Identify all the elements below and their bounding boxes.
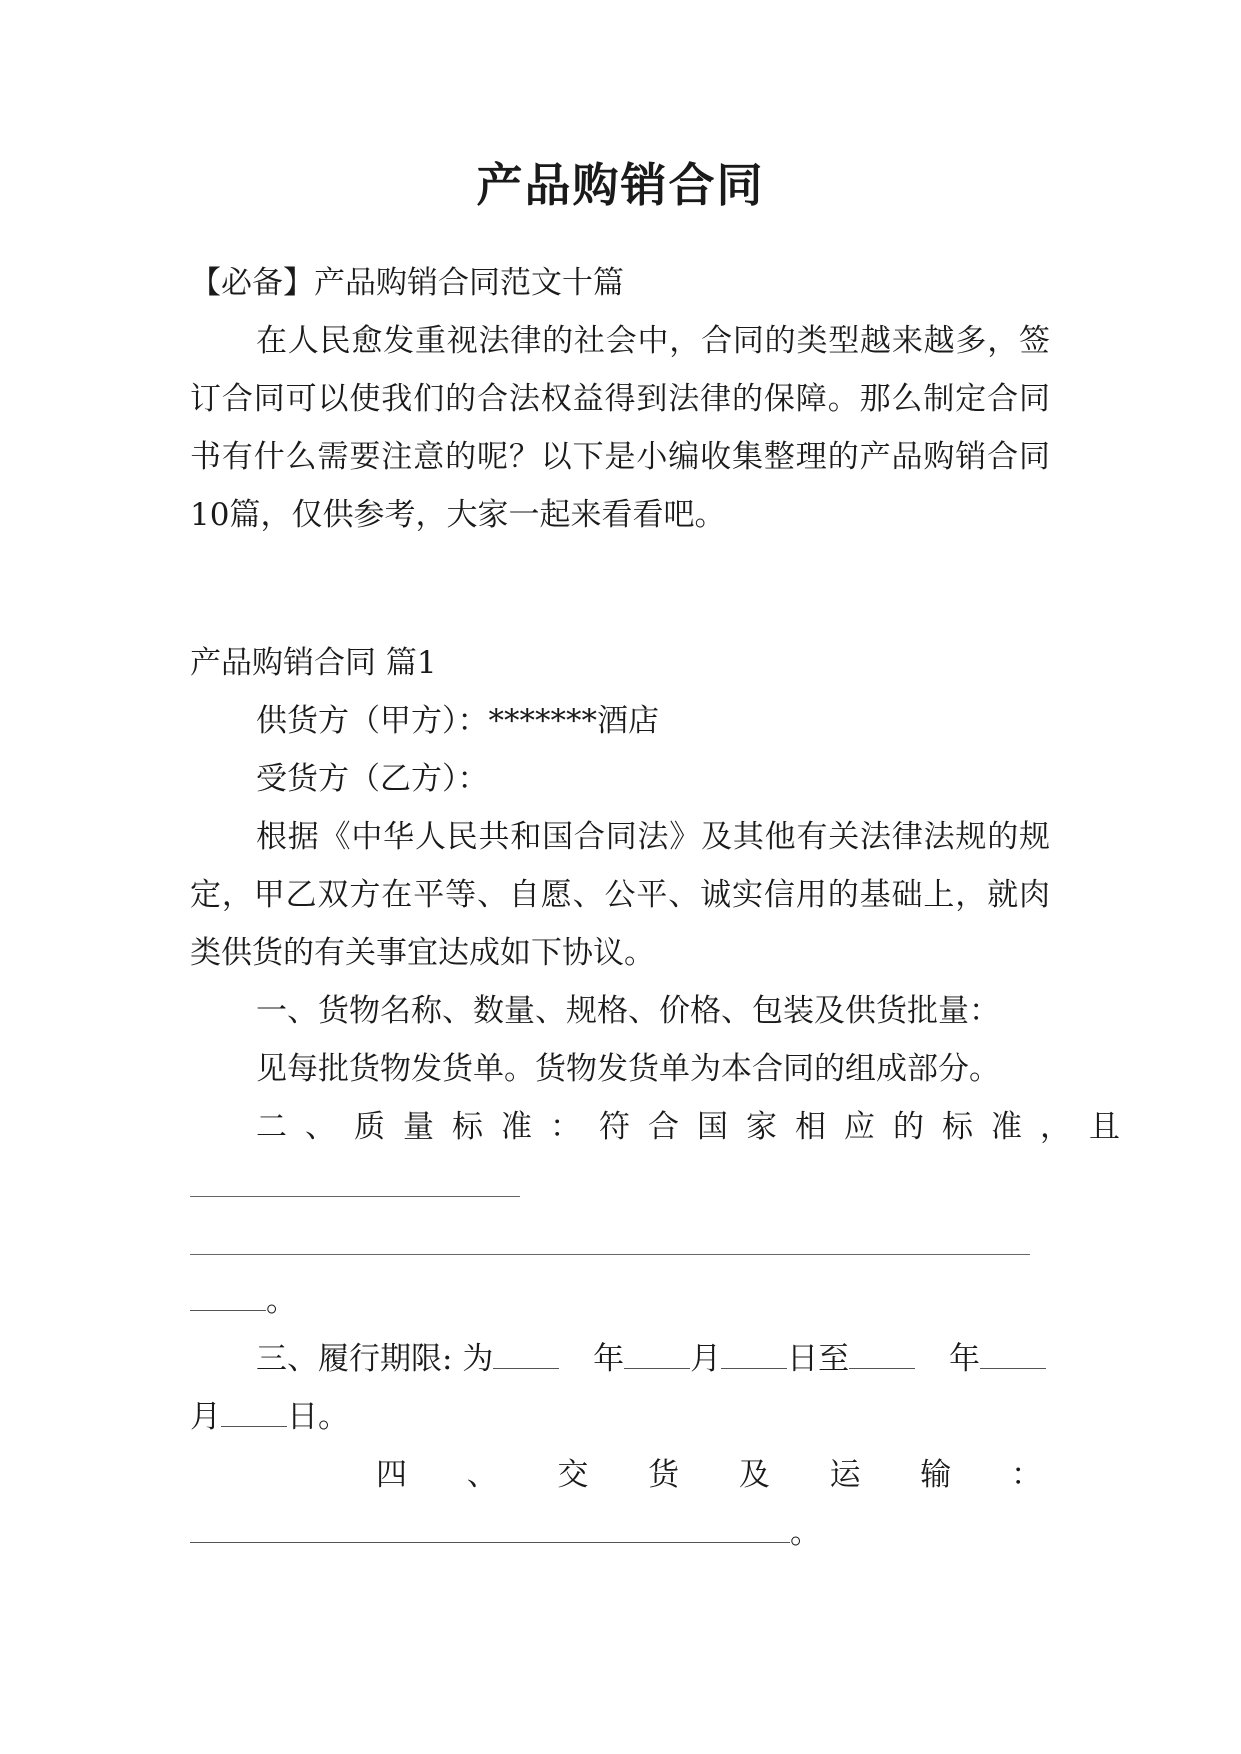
start-day-label: 日至	[787, 1341, 850, 1377]
end-month-label: 月	[190, 1399, 221, 1435]
end-day-blank	[221, 1388, 287, 1427]
clause1-body: 见每批货物发货单。货物发货单为本合同的组成部分。	[256, 1051, 1000, 1087]
clause2-title: 二、质量标准：符合国家相应的标准，且	[256, 1109, 1138, 1145]
clause2-blank-1	[190, 1196, 520, 1197]
clause4-blank	[190, 1504, 790, 1543]
document-title: 产品购销合同	[476, 158, 765, 212]
intro-paragraph: 在人民愈发重视法律的社会中，合同的类型越来越多，签订合同可以使我们的合法权益得到法律的保障。那么制定合同书有什么需要注意的呢？以下是小编收集整理的产品购销合同10篇，仅供参考，大家一起来看看吧。	[190, 323, 1050, 533]
supplier-line: 供货方（甲方）：*******酒店	[256, 703, 659, 739]
clause3-w1: 为	[462, 1341, 494, 1377]
end-day-label: 日。	[287, 1399, 349, 1435]
clause3-line-2	[190, 1388, 1050, 1446]
receiver-line: 受货方（乙方）：	[256, 761, 489, 797]
clause4-end-line	[190, 1504, 1050, 1562]
clause3-prefix: 三、履行期限:	[256, 1341, 453, 1377]
section-heading: 产品购销合同 篇1	[190, 645, 437, 681]
clause4-end: 。	[790, 1515, 821, 1551]
clause3-line	[190, 1330, 1050, 1388]
start-year-blank	[493, 1330, 559, 1369]
document-subtitle: 【必备】产品购销合同范文十篇	[190, 265, 624, 301]
start-month-label: 月	[690, 1341, 722, 1377]
end-month-pre-blank	[980, 1330, 1046, 1369]
clause2-blank-3	[190, 1272, 266, 1311]
clause4-title: 四、交货及运输：	[376, 1457, 1042, 1493]
end-year-blank	[849, 1330, 915, 1369]
clause2-end-line	[190, 1272, 1050, 1330]
end-year-label: 年	[949, 1341, 981, 1377]
clause1-title: 一、货物名称、数量、规格、价格、包装及供货批量：	[256, 993, 1000, 1029]
start-year-label: 年	[593, 1341, 625, 1377]
clause2-blank-2	[190, 1254, 1030, 1255]
start-day-blank	[721, 1330, 787, 1369]
basis-paragraph: 根据《中华人民共和国合同法》及其他有关法律法规的规定，甲乙双方在平等、自愿、公平、诚实信用的基础上，就肉类供货的有关事宜达成如下协议。	[190, 819, 1050, 971]
clause2-end: 。	[266, 1283, 297, 1319]
start-month-blank	[624, 1330, 690, 1369]
